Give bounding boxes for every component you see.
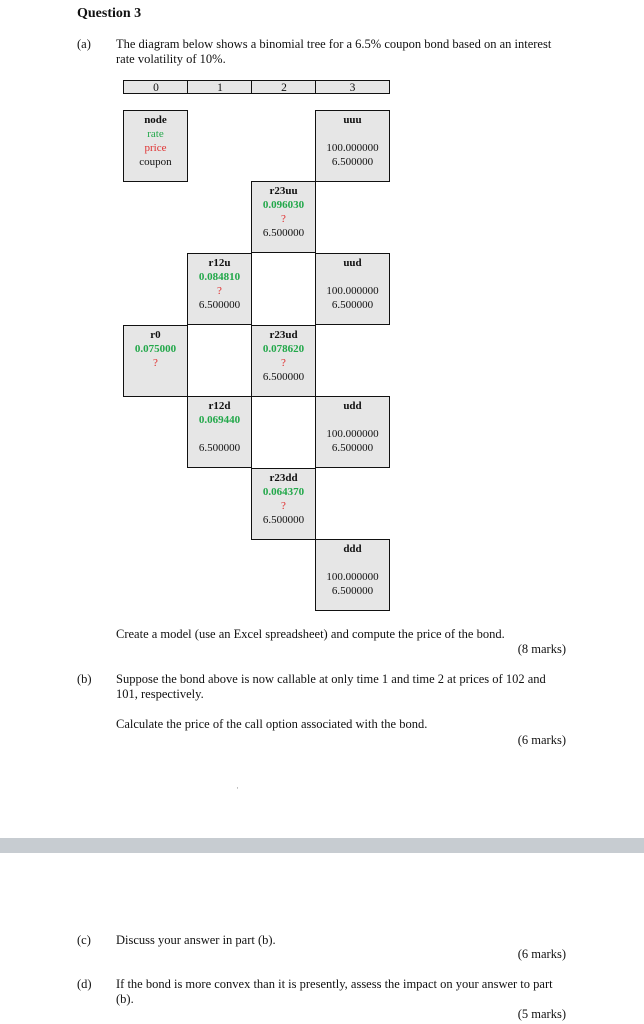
- node-uud: [315, 253, 390, 325]
- node-r23ud-label: r23ud: [269, 329, 298, 341]
- node-r12d-coupon: 6.500000: [198, 442, 241, 454]
- legend-coupon: coupon: [139, 156, 172, 168]
- node-r12u: [187, 253, 252, 325]
- node-r0: [123, 325, 188, 397]
- node-ddd-coupon: 6.500000: [331, 585, 374, 597]
- node-uuu-coupon: 6.500000: [331, 156, 374, 168]
- node-r0-rate: 0.075000: [134, 343, 177, 355]
- node-r12d: [187, 396, 252, 468]
- stray-mark: ·: [236, 783, 239, 793]
- part-b-text: Suppose the bond above is now callable at only time 1 and time 2 at prices of 102 and 101, respectively.: [116, 672, 546, 701]
- node-r12d-label: r12d: [208, 400, 231, 412]
- node-ddd-label: ddd: [343, 543, 362, 555]
- node-udd-coupon: 6.500000: [331, 442, 374, 454]
- node-r23dd-price: ?: [281, 500, 286, 512]
- node-ddd: [315, 539, 390, 611]
- node-r12d-rate: 0.069440: [198, 414, 241, 426]
- part-d-label: (d): [77, 977, 92, 991]
- node-r23uu-coupon: 6.500000: [262, 227, 305, 239]
- node-udd-label: udd: [343, 400, 362, 412]
- node-uud-coupon: 6.500000: [331, 299, 374, 311]
- node-uud-label: uud: [343, 257, 362, 269]
- node-r23uu-rate: 0.096030: [262, 199, 305, 211]
- node-ddd-price: 100.000000: [326, 571, 379, 583]
- node-r12u-price: ?: [217, 285, 222, 297]
- question-title: Question 3: [77, 6, 142, 21]
- node-udd: [315, 396, 390, 468]
- part-d-text: If the bond is more convex than it is presently, assess the impact on your answer to part (b).: [116, 977, 553, 1006]
- node-r23dd-coupon: 6.500000: [262, 514, 305, 526]
- part-a-instruction: Create a model (use an Excel spreadsheet) and compute the price of the bond.: [116, 627, 505, 641]
- node-r23ud-price: ?: [281, 357, 286, 369]
- part-c-text: Discuss your answer in part (b).: [116, 933, 276, 947]
- part-b-marks: (6 marks): [517, 733, 566, 747]
- node-uuu-label: uuu: [343, 114, 362, 126]
- node-r23dd: [251, 468, 316, 540]
- node-r23uu-price: ?: [281, 213, 286, 225]
- part-a-marks: (8 marks): [517, 642, 566, 656]
- node-r23dd-rate: 0.064370: [262, 486, 305, 498]
- legend-node: [123, 110, 188, 182]
- time-header-2: 2: [251, 80, 317, 94]
- node-r23ud-coupon: 6.500000: [262, 371, 305, 383]
- legend-rate: rate: [147, 128, 164, 140]
- part-c-marks: (6 marks): [517, 947, 566, 961]
- node-r0-label: r0: [150, 329, 161, 341]
- node-r23ud: [251, 325, 316, 397]
- part-c-label: (c): [77, 933, 91, 947]
- part-d-marks: (5 marks): [517, 1007, 566, 1021]
- part-a-intro: The diagram below shows a binomial tree for a 6.5% coupon bond based on an interest rate volatility of 10%.: [116, 37, 552, 66]
- time-header-0: 0: [123, 80, 189, 94]
- node-r23uu: [251, 181, 316, 253]
- node-r0-price: ?: [153, 357, 158, 369]
- node-r12u-rate: 0.084810: [198, 271, 241, 283]
- node-uuu-price: 100.000000: [326, 142, 379, 154]
- node-r12u-coupon: 6.500000: [198, 299, 241, 311]
- time-header-1: 1: [187, 80, 253, 94]
- node-r23uu-label: r23uu: [269, 185, 298, 197]
- node-uud-price: 100.000000: [326, 285, 379, 297]
- time-header-3: 3: [315, 80, 390, 94]
- part-b-label: (b): [77, 672, 92, 686]
- node-r23ud-rate: 0.078620: [262, 343, 305, 355]
- part-b-instruction: Calculate the price of the call option associated with the bond.: [116, 717, 428, 731]
- legend-price: price: [144, 142, 167, 154]
- node-r12u-label: r12u: [208, 257, 231, 269]
- legend-node-label: node: [144, 114, 167, 126]
- page-break-divider: [0, 838, 644, 853]
- node-r23dd-label: r23dd: [269, 472, 298, 484]
- node-udd-price: 100.000000: [326, 428, 379, 440]
- part-a-label: (a): [77, 37, 91, 51]
- node-uuu: [315, 110, 390, 182]
